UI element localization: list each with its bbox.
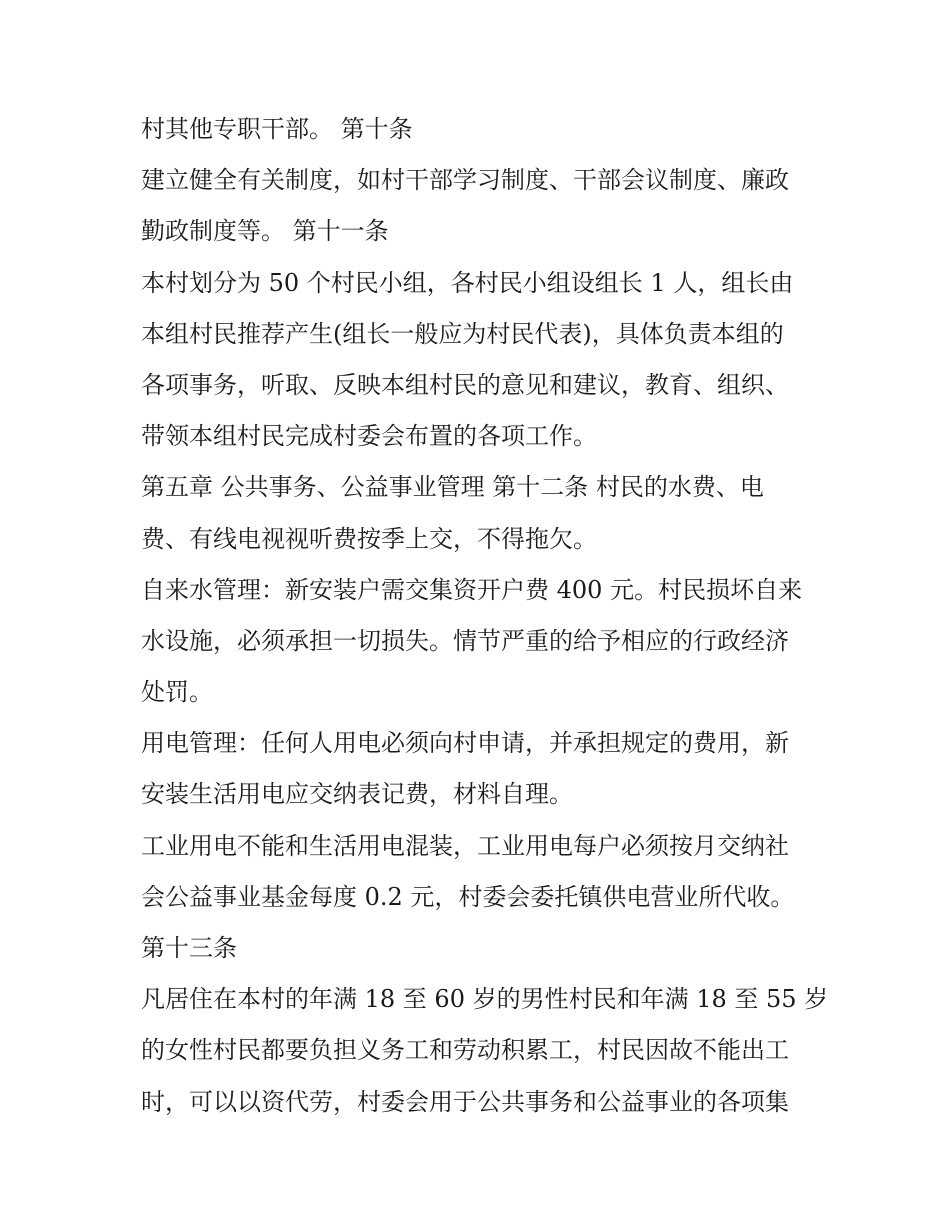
text-line: 用电管理：任何人用电必须向村申请，并承担规定的费用，新: [141, 729, 789, 758]
text-line: 本组村民推荐产生(组长一般应为村民代表)，具体负责本组的: [141, 319, 784, 348]
text-line: 水设施，必须承担一切损失。情节严重的给予相应的行政经济: [141, 626, 789, 655]
text-line: 第十三条: [141, 934, 237, 962]
text-line: 费、有线电视视听费按季上交，不得拖欠。: [141, 524, 597, 553]
text-line: 自来水管理：新安装户需交集资开户费 400 元。村民损坏自来: [141, 575, 803, 604]
text-line: 勤政制度等。 第十一条: [141, 217, 389, 246]
text-line: 凡居住在本村的年满 18 至 60 岁的男性村民和年满 18 至 55 岁: [141, 985, 829, 1014]
text-line: 村其他专职干部。 第十条: [141, 115, 413, 143]
text-line: 建立健全有关制度，如村干部学习制度、干部会议制度、廉政: [141, 166, 789, 195]
text-line: 时，可以以资代劳，村委会用于公共事务和公益事业的各项集: [141, 1087, 789, 1116]
text-line: 本村划分为 50 个村民小组，各村民小组设组长 1 人，组长由: [141, 268, 794, 297]
text-line: 安装生活用电应交纳表记费，材料自理。: [141, 780, 573, 809]
text-line: 工业用电不能和生活用电混装，工业用电每户必须按月交纳社: [141, 831, 789, 860]
text-line: 处罚。: [141, 678, 213, 707]
text-line: 各项事务，听取、反映本组村民的意见和建议，教育、组织、: [141, 370, 789, 399]
text-line: 的女性村民都要负担义务工和劳动积累工，村民因故不能出工: [141, 1036, 789, 1065]
document-body: [141, 104, 831, 1128]
text-line: 会公益事业基金每度 0.2 元，村委会委托镇供电营业所代收。: [141, 882, 795, 911]
text-line: 带领本组村民完成村委会布置的各项工作。: [141, 422, 597, 451]
text-line: 第五章 公共事务、公益事业管理 第十二条 村民的水费、电: [141, 473, 764, 502]
